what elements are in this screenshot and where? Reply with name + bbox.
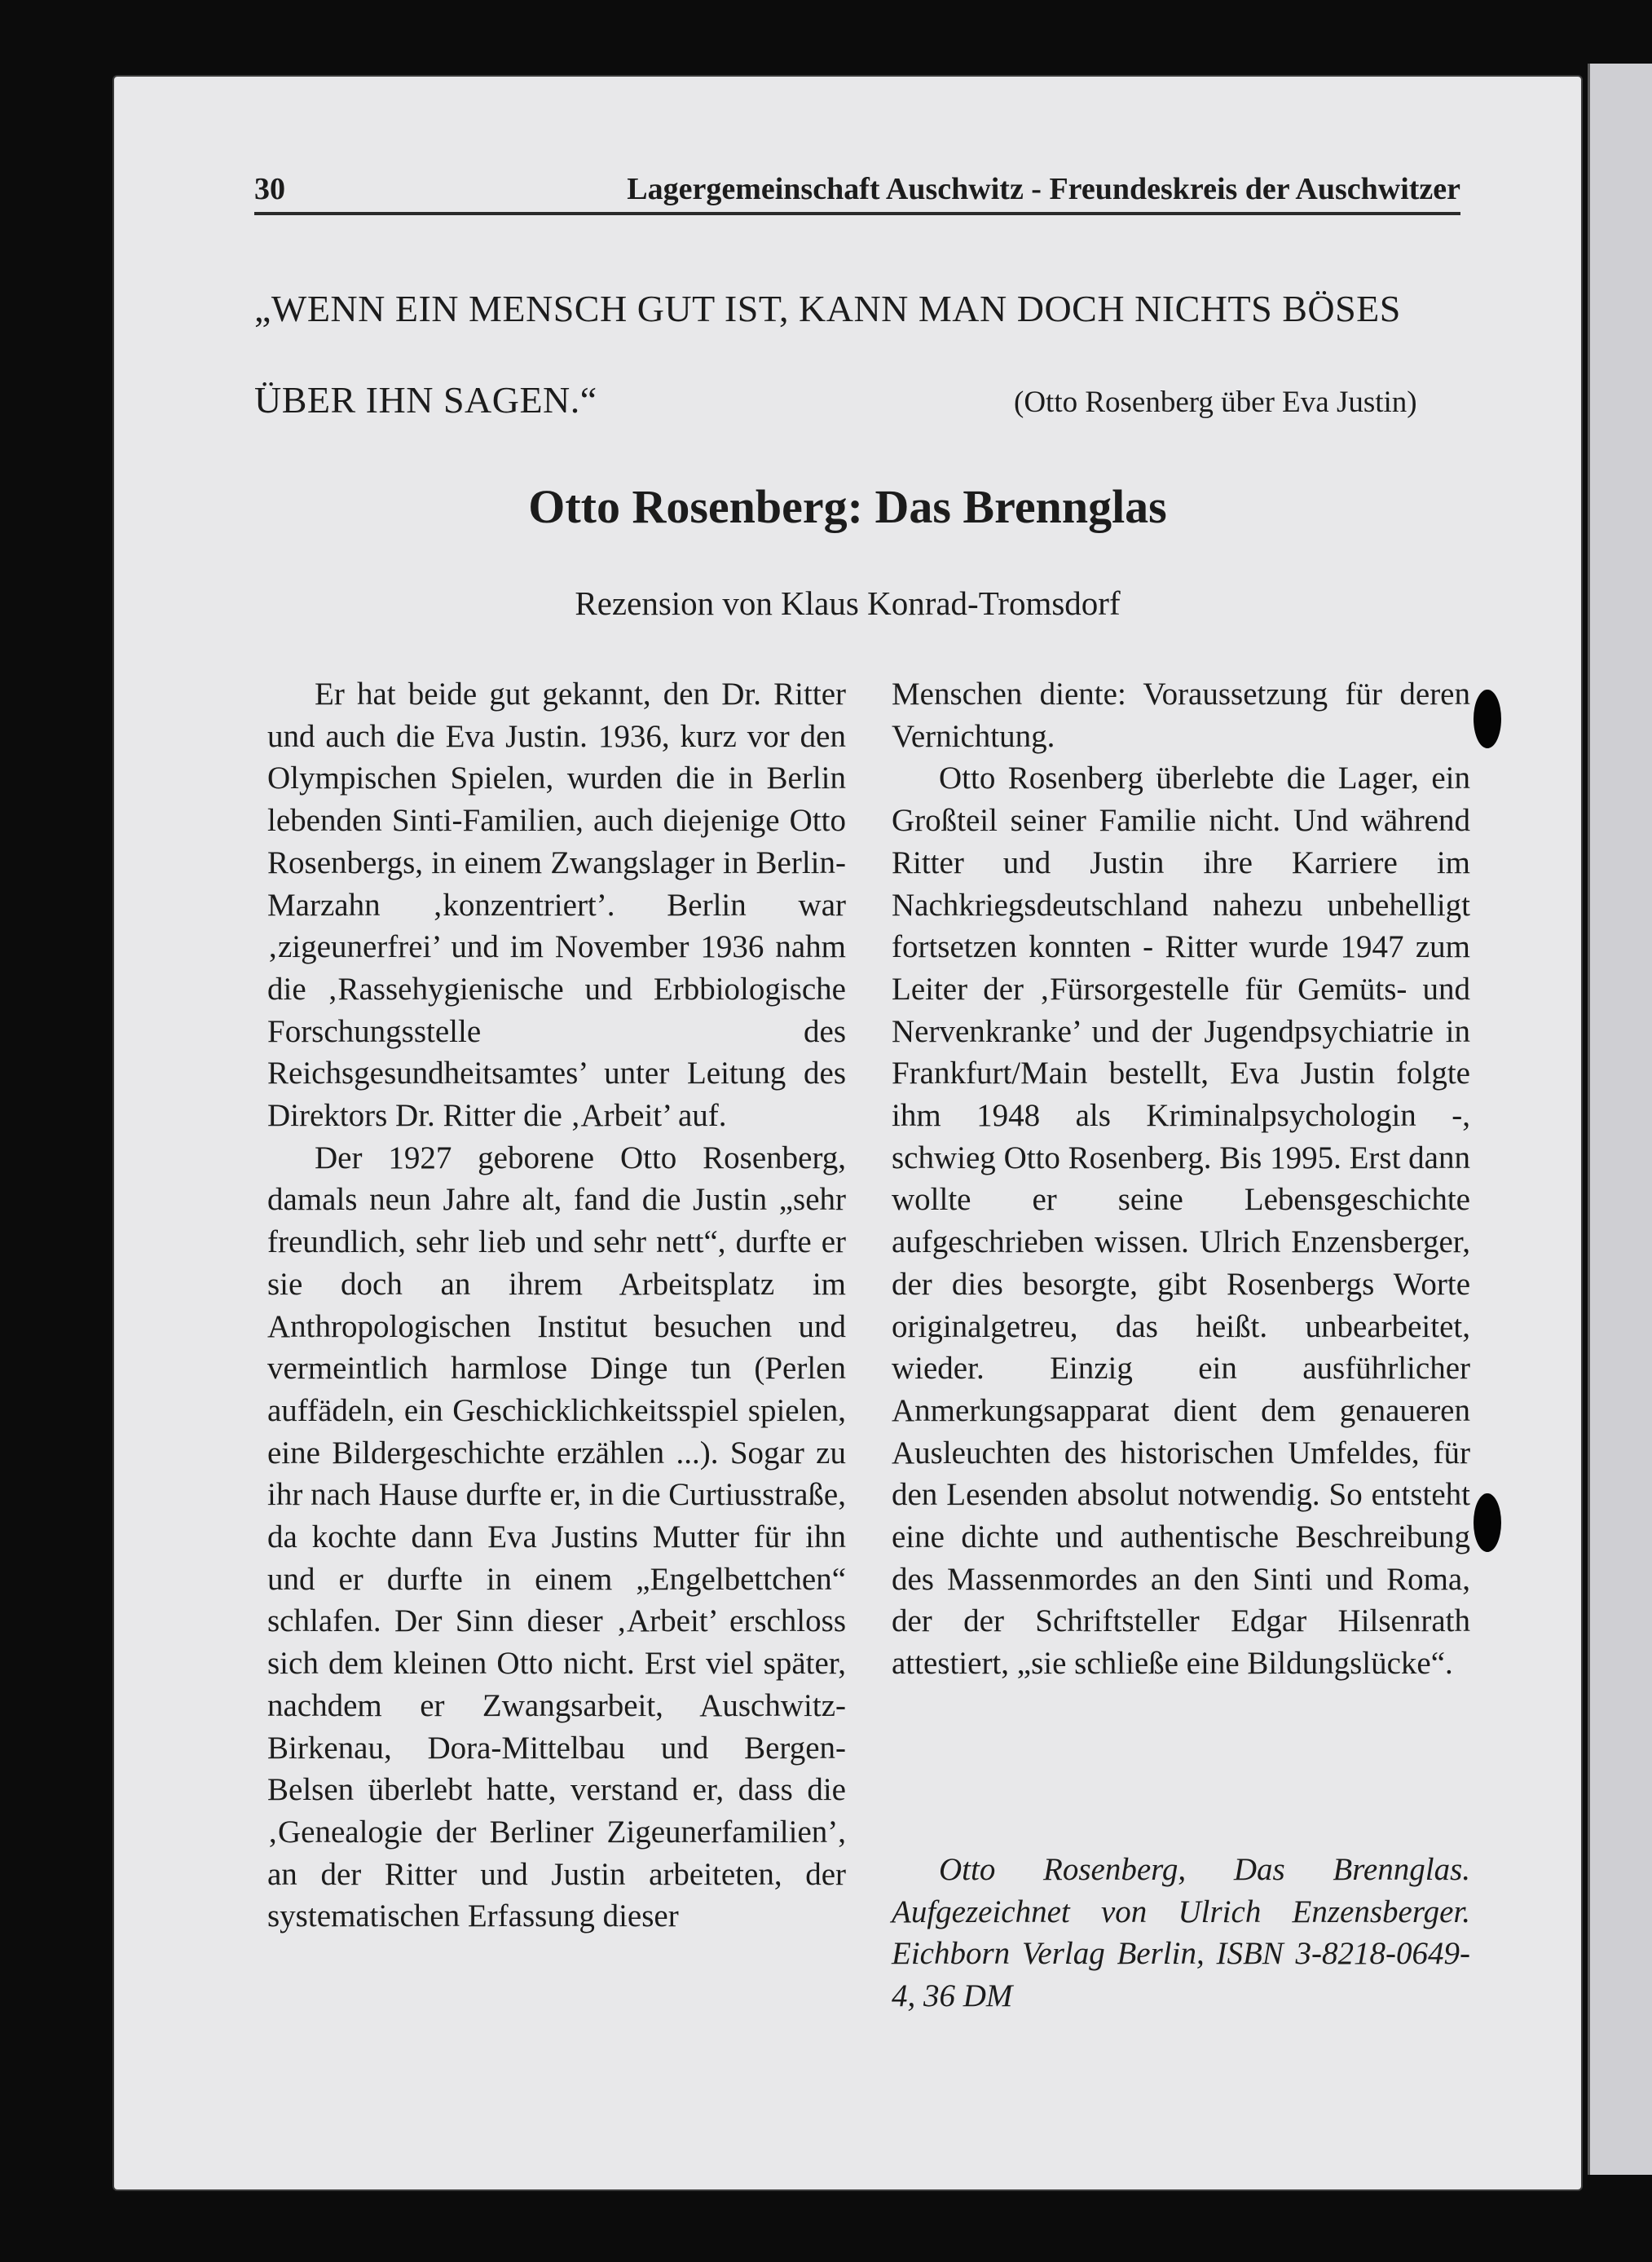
quote-line-1: „WENN EIN MENSCH GUT IST, KANN MAN DOCH NICHTS BÖSES [254, 288, 1401, 329]
right-paragraph-2: Otto Rosenberg überlebte die Lager, ein Großteil seiner Familie nicht. Und während Ritter und Justin ihre Karriere im Nachkriegsdeutschland nahezu unbehelligt fortsetzen konnten - Ritter wurde 1947 zum Leiter der ‚Fürsorgestelle für Gemüts- und Nervenkranke’ und der Jugendpsychiatrie in Frankfurt/Main bestellt, Eva Justin folgte ihm 1948 als Kriminalpsychologin -, schwieg Otto Rosenberg. Bis 1995. Erst dann wollte er seine Lebensgeschichte aufgeschrieben wissen. Ulrich Enzensberger, der dies besorgte, gibt Rosenbergs Worte originalgetreu, das heißt. unbearbeitet, wieder. Einzig ein ausführlicher Anmerkungsapparat dient dem genaueren Ausleuchten des historischen Umfeldes, für den Lesenden absolut notwendig. So entsteht eine dichte und authentische Beschreibung des Massenmordes an den Sinti und Roma, der der Schriftsteller Edgar Hilsenrath attestiert, „sie schließe eine Bildungslücke“. [892, 761, 1470, 1682]
publication-name: Lagergemeinschaft Auschwitz - Freundeskreis der Auschwitzer [627, 172, 1460, 206]
left-paragraph-1: Er hat beide gut gekannt, den Dr. Ritter und auch die Eva Justin. 1936, kurz vor den Olympischen Spielen, wurden die in Berlin lebenden Sinti-Familien, auch diejenige Otto Rosenbergs, in einem Zwangslager in Berlin-Marzahn ‚konzentriert’. Berlin war ‚zigeunerfrei’ und im November 1936 nahm die ‚Rassehygienische und Erbbiologische Forschungsstelle des Reichsgesundheitsamtes’ unter Leitung des Direktors Dr. Ritter die ‚Arbeit’ auf. [267, 677, 846, 1134]
adjacent-page-edge [1588, 64, 1652, 2175]
punch-hole-top [1474, 690, 1501, 748]
left-column [267, 673, 846, 1938]
quote-attribution: (Otto Rosenberg über Eva Justin) [1014, 386, 1417, 419]
left-paragraph-2: Der 1927 geborene Otto Rosenberg, damals neun Jahre alt, fand die Justin „sehr freundlich, sehr lieb und sehr nett“, durfte er sie doch an ihrem Arbeitsplatz im Anthropologischen Institut besuchen und vermeintlich harmlose Dinge tun (Perlen auffädeln, ein Geschicklichkeitsspiel spielen, eine Bildergeschichte erzählen ...). Sogar zu ihr nach Hause durfte er, in die Curtiusstraße, da kochte dann Eva Justins Mutter für ihn und er durfte in einem „Engelbettchen“ schlafen. Der Sinn dieser ‚Arbeit’ erschloss sich dem kleinen Otto nicht. Erst viel später, nachdem er Zwangsarbeit, Auschwitz-Birkenau, Dora-Mittelbau und Bergen-Belsen überlebt hatte, verstand er, dass die ‚Genealogie der Berliner Zigeunerfamilien’, an der Ritter und Justin arbeiteten, der systematischen Erfassung dieser [267, 1140, 846, 1934]
book-citation: Otto Rosenberg, Das Brennglas. Aufgezeichnet von Ulrich Enzensberger. Eichborn Verlag Berlin, ISBN 3-8218-0649-4, 36 DM [892, 1852, 1470, 2014]
running-header [254, 160, 1460, 215]
article-title: Otto Rosenberg: Das Brennglas [528, 480, 1167, 533]
article-byline: Rezension von Klaus Konrad-Tromsdorf [575, 584, 1121, 622]
right-paragraph-1: Menschen diente: Voraussetzung für deren Vernichtung. [892, 677, 1470, 754]
page-number: 30 [254, 172, 285, 206]
punch-hole-bottom [1474, 1493, 1501, 1552]
right-column [892, 673, 1470, 1685]
quote-line-2: ÜBER IHN SAGEN.“ [254, 379, 597, 421]
